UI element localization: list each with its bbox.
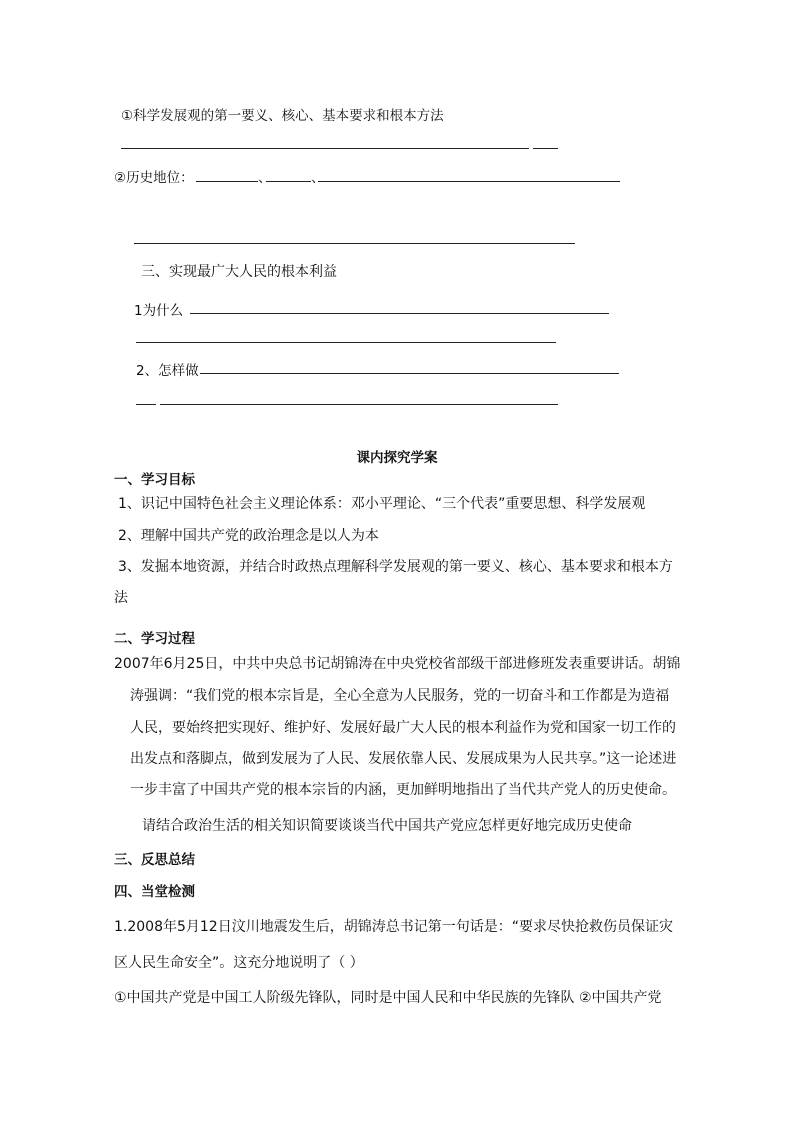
answer-line[interactable] — [318, 181, 620, 182]
goal-item: 1、识记中国特色社会主义理论体系：邓小平理论、“三个代表”重要思想、科学发展观 — [118, 496, 646, 512]
process-line: 出发点和落脚点，做到发展为了人民、发展依靠人民、发展成果为人民共享。”这一论述进 — [130, 751, 677, 767]
answer-line[interactable] — [121, 148, 529, 149]
separator: 、 — [258, 170, 272, 186]
process-line: 一步丰富了中国共产党的根本宗旨的内涵，更加鲜明地指出了当代共产党人的历史使命。 — [130, 782, 676, 798]
question-options: ①中国共产党是中国工人阶级先锋队，同时是中国人民和中华民族的先锋队 ②中国共产党 — [114, 990, 662, 1006]
discussion-question: 请结合政治生活的相关知识简要谈谈当代中国共产党应怎样更好地完成历史使命 — [142, 818, 632, 834]
answer-line[interactable] — [266, 181, 311, 182]
answer-line[interactable] — [160, 404, 558, 405]
process-line: 人民，要始终把实现好、维护好、发展好最广大人民的根本利益作为党和国家一切工作的 — [130, 720, 676, 736]
question-line: 1.2008年5月12日汶川地震发生后，胡锦涛总书记第一句话是：“要求尽快抢救伤员保证灾 — [114, 919, 673, 935]
answer-line[interactable] — [136, 342, 556, 343]
item-1-text: ①科学发展观的第一要义、核心、基本要求和根本方法 — [121, 108, 444, 124]
goal-item: 3、发掘本地资源，并结合时政热点理解科学发展观的第一要义、核心、基本要求和根本方 — [118, 559, 673, 575]
goal-item: 法 — [114, 590, 128, 606]
question-line: 区人民生命安全”。这充分地说明了（ ） — [114, 955, 364, 971]
answer-line[interactable] — [190, 313, 609, 314]
answer-line[interactable] — [136, 404, 156, 405]
separator: 、 — [311, 170, 325, 186]
process-line: 涛强调：“我们党的根本宗旨是，全心全意为人民服务，党的一切奋斗和工作都是为造福 — [130, 688, 670, 704]
item-2-label: ②历史地位： — [114, 170, 194, 186]
goal-item: 2、理解中国共产党的政治理念是以人为本 — [118, 528, 379, 544]
answer-line[interactable] — [134, 243, 575, 244]
test-heading: 四、当堂检测 — [114, 884, 195, 900]
explore-title: 课内探究学案 — [356, 450, 438, 466]
why-label: 1为什么 — [134, 303, 184, 319]
reflection-heading: 三、反思总结 — [114, 852, 195, 868]
section-3-heading: 三、实现最广大人民的根本利益 — [141, 264, 337, 280]
answer-line[interactable] — [200, 373, 619, 374]
answer-line[interactable] — [533, 148, 558, 149]
how-label: 2、怎样做 — [136, 363, 199, 379]
process-line: 2007年6月25日，中共中央总书记胡锦涛在中央党校省部级干部进修班发表重要讲话。胡锦 — [114, 656, 681, 672]
answer-line[interactable] — [196, 181, 258, 182]
process-heading: 二、学习过程 — [114, 631, 195, 647]
goals-heading: 一、学习目标 — [114, 472, 195, 488]
